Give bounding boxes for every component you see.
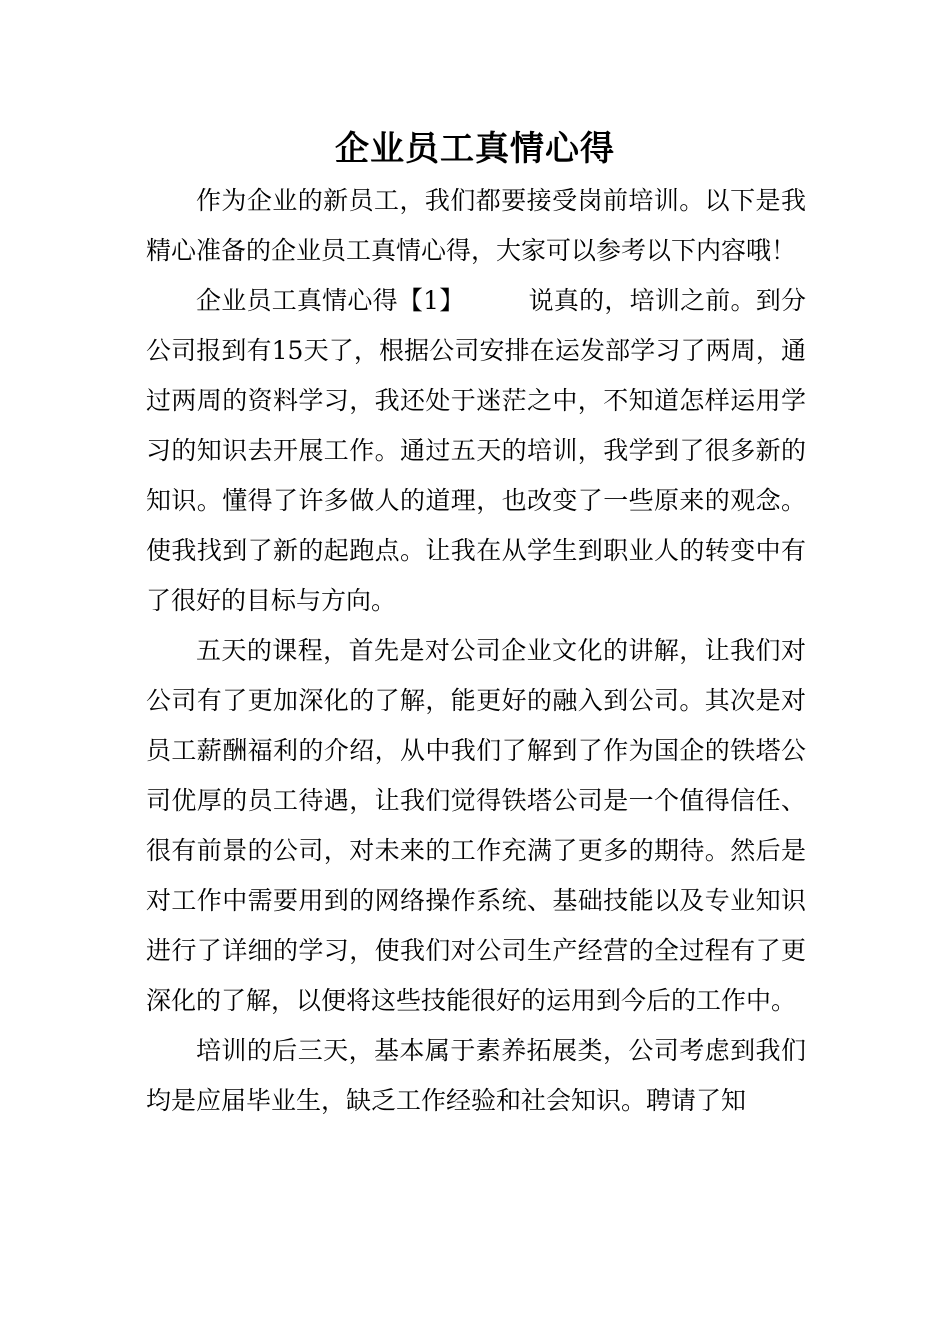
section1-text: 说真的，培训之前。到分公司报到有15天了，根据公司安排在运发部学习了两周，通过两周的资料学习，我还处于迷茫之中，不知道怎样运用学习的知识去开展工作。通过五天的培训，我学到了很多新的知识。懂得了许多做人的道理，也改变了一些原来的观念。使我找到了新的起跑点。让我在从学生到职业人的转变中有了很好的目标与方向。 <box>146 286 806 615</box>
section1-heading: 企业员工真情心得【1】 <box>196 286 465 315</box>
paragraph-3: 培训的后三天，基本属于素养拓展类，公司考虑到我们均是应届毕业生，缺乏工作经验和社会知识。聘请了知 <box>146 1036 806 1115</box>
paragraph-2: 五天的课程，首先是对公司企业文化的讲解，让我们对公司有了更加深化的了解，能更好的融入到公司。其次是对员工薪酬福利的介绍，从中我们了解到了作为国企的铁塔公司优厚的员工待遇，让我们觉得铁塔公司是一个值得信任、很有前景的公司，对未来的工作充满了更多的期待。然后是对工作中需要用到的网络操作系统、基础技能以及专业知识进行了详细的学习，使我们对公司生产经营的全过程有了更深化的了解，以便将这些技能很好的运用到今后的工作中。 <box>146 636 806 1015</box>
section1-paragraph <box>146 276 806 626</box>
intro-paragraph: 作为企业的新员工，我们都要接受岗前培训。以下是我精心准备的企业员工真情心得，大家可以参考以下内容哦！ <box>146 186 806 265</box>
document-body <box>146 176 806 1126</box>
document-title: 企业员工真情心得 <box>335 129 615 169</box>
